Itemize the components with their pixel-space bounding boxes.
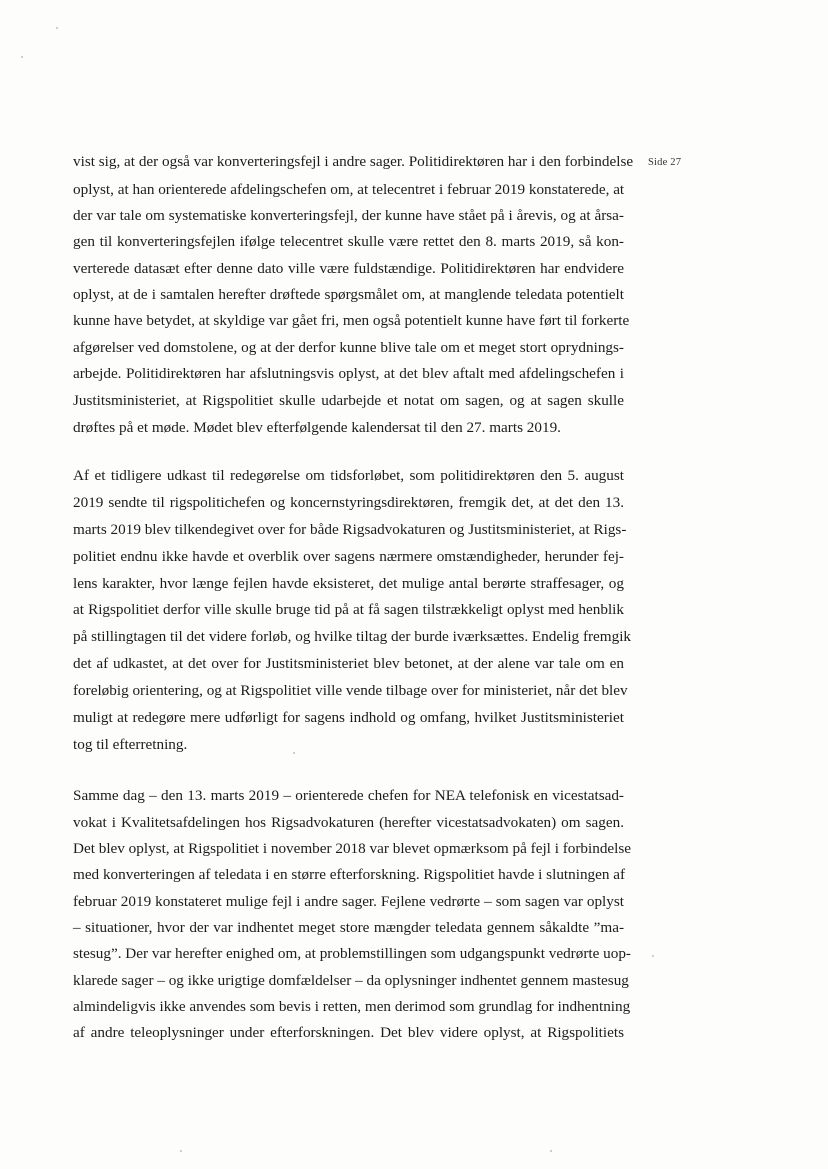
text-line: at Rigspolitiet derfor ville skulle bruge tid på at få sagen tilstrækkeligt oplyst med henblik xyxy=(73,601,624,618)
text-line: Af et tidligere udkast til redegørelse om tidsforløbet, som politidirektøren den 5. august xyxy=(73,467,624,484)
text-line: Samme dag – den 13. marts 2019 – orienterede chefen for NEA telefonisk en vicestatsad- xyxy=(73,787,624,804)
text-line: oplyst, at de i samtalen herefter drøftede spørgsmålet om, at manglende teledata potentielt xyxy=(73,286,624,303)
text-line: muligt at redegøre mere udførligt for sagens indhold og omfang, hvilket Justitsministeriet xyxy=(73,709,624,726)
text-line: 2019 sendte til rigspolitichefen og koncernstyringsdirektøren, fremgik det, at det den 13. xyxy=(73,494,624,511)
text-line: almindeligvis ikke anvendes som bevis i retten, men derimod som grundlag for indhentning xyxy=(73,998,631,1015)
text-line: politiet endnu ikke havde et overblik over sagens nærmere omstændigheder, herunder fej- xyxy=(73,548,624,565)
page-number: Side 27 xyxy=(648,157,682,168)
text-line: oplyst, at han orienterede afdelingschefen om, at telecentret i februar 2019 konstaterede, at xyxy=(73,181,625,198)
text-line: klarede sager – og ikke urigtige domfældelser – da oplysninger indhentet gennem mastesug xyxy=(73,972,629,989)
scan-speck xyxy=(21,56,23,58)
text-line: februar 2019 konstateret mulige fejl i andre sager. Fejlene vedrørte – som sagen var oplyst xyxy=(73,893,624,910)
scan-speck xyxy=(56,27,58,29)
text-line: lens karakter, hvor længe fejlen havde eksisteret, det mulige antal berørte straffesager, og xyxy=(73,575,624,592)
text-line: foreløbig orientering, og at Rigspolitiet ville vende tilbage over for ministeriet, når det blev xyxy=(73,682,628,699)
text-line: kunne have betydet, at skyldige var gået fri, men også potentielt kunne have ført til forkerte xyxy=(73,312,630,329)
text-line: vokat i Kvalitetsafdelingen hos Rigsadvokaturen (herefter vicestatsadvokaten) om sagen. xyxy=(73,814,624,831)
text-line: Det blev oplyst, at Rigspolitiet i november 2018 var blevet opmærksom på fejl i forbindelse xyxy=(73,840,632,857)
text-line: på stillingtagen til det videre forløb, og hvilke tiltag der burde iværksættes. Endelig fremgik xyxy=(73,628,632,645)
text-line: tog til efterretning. xyxy=(73,736,188,753)
text-line: med konverteringen af teledata i en større efterforskning. Rigspolitiet havde i slutningen af xyxy=(73,866,626,883)
text-line: gen til konverteringsfejlen ifølge telecentret skulle være rettet den 8. marts 2019, så kon- xyxy=(73,233,624,250)
text-line: verterede datasæt efter denne dato ville være fuldstændige. Politidirektøren har endvidere xyxy=(73,260,624,277)
text-line: det af udkastet, at det over for Justitsministeriet blev betonet, at der alene var tale om en xyxy=(73,655,624,672)
text-line: – situationer, hvor der var indhentet meget store mængder teledata gennem såkaldte ”ma- xyxy=(73,919,624,936)
text-line: afgørelser ved domstolene, og at der derfor kunne blive tale om et meget stort oprydnings- xyxy=(73,339,624,356)
text-line: vist sig, at der også var konverteringsfejl i andre sager. Politidirektøren har i den forbindelse xyxy=(73,153,634,170)
scan-speck xyxy=(550,1150,552,1152)
text-line: stesug”. Der var herefter enighed om, at problemstillingen som udgangspunkt vedrørte uop- xyxy=(73,945,631,962)
text-line: der var tale om systematiske konverteringsfejl, der kunne have stået på i årevis, og at årsa- xyxy=(73,207,624,224)
text-line: af andre teleoplysninger under efterforskningen. Det blev videre oplyst, at Rigspolitiets xyxy=(73,1024,624,1041)
text-line: Justitsministeriet, at Rigspolitiet skulle udarbejde et notat om sagen, og at sagen skulle xyxy=(73,392,624,409)
text-line: marts 2019 blev tilkendegivet over for både Rigsadvokaturen og Justitsministeriet, at Rigs- xyxy=(73,521,627,538)
scan-speck xyxy=(293,752,295,754)
text-line: drøftes på et møde. Mødet blev efterfølgende kalendersat til den 27. marts 2019. xyxy=(73,419,561,436)
scan-speck xyxy=(652,955,654,957)
text-line: arbejde. Politidirektøren har afslutningsvis oplyst, at det blev aftalt med afdelingschefen i xyxy=(73,365,624,382)
scan-speck xyxy=(180,1150,182,1152)
